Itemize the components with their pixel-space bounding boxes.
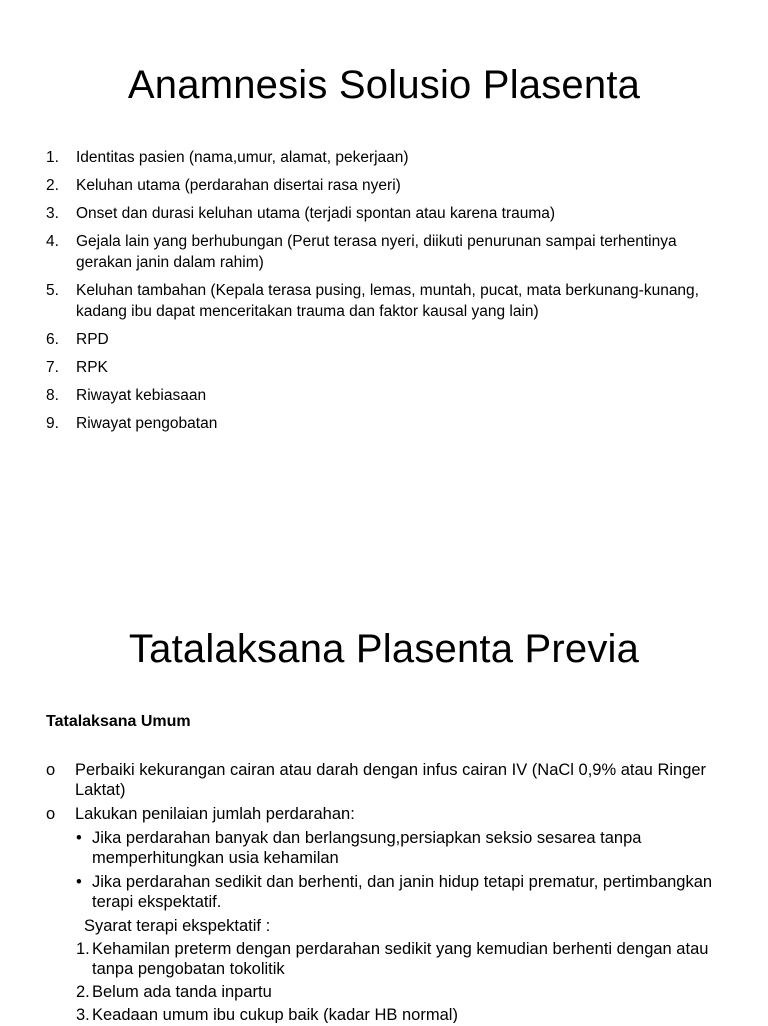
bullet-text: Jika perdarahan sedikit dan berhenti, dan janin hidup tetapi prematur, pertimbangkan terapi ekspektatif. [92,873,713,911]
requirement-item [46,982,736,1002]
bullet-marker: • [76,829,82,847]
list-item [46,175,736,196]
list-item [46,385,736,406]
list-item [46,357,736,378]
item-number: 5. [46,282,59,299]
requirements-label: Syarat terapi ekspektatif : [84,917,271,935]
requirement-item [46,1005,736,1023]
item-number: 4. [46,233,59,250]
requirement-number: 3. [76,1006,90,1023]
subheading: Tatalaksana Umum [46,713,191,730]
requirement-text: Keadaan umum ibu cukup baik (kadar HB normal) [92,1006,458,1023]
slide-anamnesis [0,0,768,512]
slide-title-anamnesis: Anamnesis Solusio Plasenta [127,63,641,107]
item-text: Riwayat kebiasaan [76,387,207,404]
requirement-text: Belum ada tanda inpartu [92,983,272,1001]
list-item [46,147,736,168]
circle-marker: o [46,805,56,823]
requirement-text: Kehamilan preterm dengan perdarahan sedikit yang kemudian berhenti dengan atau tanpa pengobatan tokolitik [92,940,709,978]
item-number: 1. [46,149,59,166]
item-number: 6. [46,331,59,348]
bullet-text: Jika perdarahan banyak dan berlangsung,persiapkan seksio sesarea tanpa memperhitungkan usia kehamilan [92,829,642,867]
item-text: Onset dan durasi keluhan utama (terjadi spontan atau karena trauma) [76,205,556,222]
item-number: 3. [46,205,59,222]
list-item [46,231,736,273]
item-text: Identitas pasien (nama,umur, alamat, pekerjaan) [76,149,409,166]
point-text: Perbaiki kekurangan cairan atau darah dengan infus cairan IV (NaCl 0,9% atau Ringer Laktat) [75,761,707,799]
list-item [46,413,736,434]
bullet-marker: • [76,873,82,891]
bullet-point [46,828,736,868]
item-text: Riwayat pengobatan [76,415,218,432]
item-text: Keluhan utama (perdarahan disertai rasa nyeri) [76,177,401,194]
requirement-item [46,939,736,979]
item-text: Gejala lain yang berhubungan (Perut terasa nyeri, diikuti penurunan sampai terhentinya gerakan janin dalam rahim) [76,233,677,271]
item-number: 8. [46,387,59,404]
list-item [46,329,736,350]
circle-point [46,760,736,800]
item-number: 9. [46,415,59,432]
item-text: RPD [76,331,109,348]
anamnesis-list [46,147,736,441]
bullet-point [46,872,736,912]
circle-marker: o [46,761,56,779]
requirement-number: 1. [76,940,90,958]
item-text: RPK [76,359,108,376]
tatalaksana-content [46,760,736,1026]
item-number: 7. [46,359,59,376]
point-text: Lakukan penilaian jumlah perdarahan: [75,805,355,823]
slide-title-tatalaksana: Tatalaksana Plasenta Previa [128,627,640,671]
item-text: Keluhan tambahan (Kepala terasa pusing, lemas, muntah, pucat, mata berkunang-kunang, kadang ibu dapat menceritakan trauma dan faktor kausal yang lain) [76,282,699,320]
item-number: 2. [46,177,59,194]
circle-point [46,804,736,824]
requirement-number: 2. [76,983,90,1001]
list-item [46,280,736,322]
list-item [46,203,736,224]
